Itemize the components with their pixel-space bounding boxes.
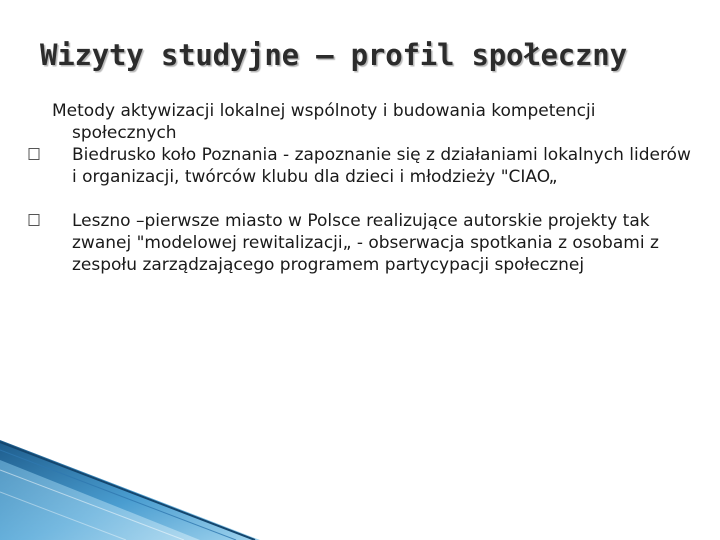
slide-body xyxy=(52,100,692,276)
bullet-text: Leszno –pierwsze miasto w Polsce realizujące autorskie projekty tak zwanej "modelowej rewitalizacji„ - obserwacja spotkania z osobami z zespołu zarządzającego programem partycypacji społecznej xyxy=(72,211,659,275)
empty-square-icon xyxy=(28,147,40,161)
bullet-item-leszno xyxy=(52,210,692,276)
bullet-item-biedrusko xyxy=(52,144,692,188)
corner-decoration xyxy=(0,440,260,540)
slide-title: Wizyty studyjne – profil społeczny xyxy=(40,38,627,72)
bullet-text: Biedrusko koło Poznania - zapoznanie się z działaniami lokalnych liderów i organizacji, twórców klubu dla dzieci i młodzieży "CIAO„ xyxy=(72,145,691,187)
empty-square-icon xyxy=(28,213,40,227)
bullet-list xyxy=(52,144,692,276)
intro-text: Metody aktywizacji lokalnej wspólnoty i budowania kompetencji społecznych xyxy=(52,101,596,143)
